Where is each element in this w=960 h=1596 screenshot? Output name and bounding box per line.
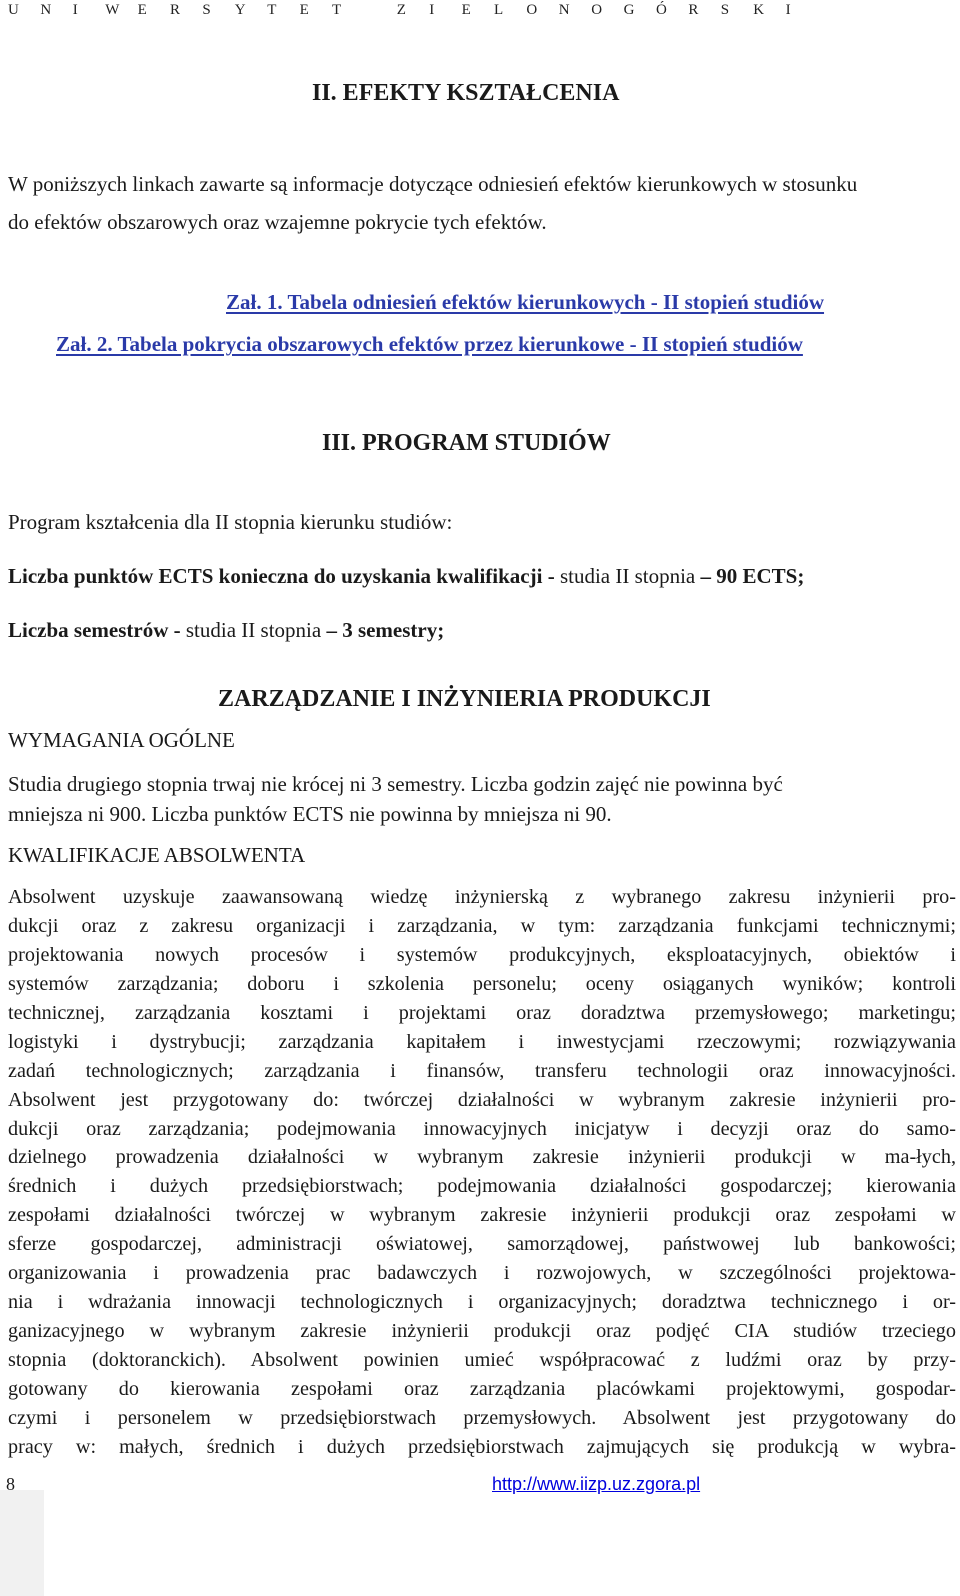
header-letter: Z <box>396 2 406 18</box>
header-letter: I <box>429 2 435 18</box>
intro-text-line-2: do efektów obszarowych oraz wzajemne pokrycie tych efektów. <box>8 210 547 234</box>
header-letter: O <box>526 2 538 18</box>
field-of-study-title: ZARZĄDZANIE I INŻYNIERIA PRODUKCJI <box>218 686 711 712</box>
semesters-value: – 3 semestry; <box>326 618 445 642</box>
ects-value: – 90 ECTS; <box>700 564 805 588</box>
section-title-study-program: III. PROGRAM STUDIÓW <box>322 430 611 456</box>
attachment-2-link[interactable]: Zał. 2. Tabela pokrycia obszarowych efektów przez kierunkowe - II stopień studiów <box>56 332 803 356</box>
header-letter: K <box>753 2 765 18</box>
header-letter: U <box>8 2 19 18</box>
header-letter: L <box>494 2 504 18</box>
header-letter: E <box>461 2 471 18</box>
qualifications-line: zadań technologicznych; zarządzania i finansów, transferu technologii oraz innowacyjności. <box>8 1059 956 1082</box>
qualifications-line: dukcji oraz z zakresu organizacji i zarządzania, w tym: zarządzania funkcjami technicznymi; <box>8 914 956 937</box>
semesters-requirement-line <box>8 618 444 643</box>
header-letter: E <box>299 2 309 18</box>
page-number: 8 <box>6 1474 15 1494</box>
header-letter: E <box>137 2 147 18</box>
header-letter: N <box>40 2 52 18</box>
header-letter: R <box>170 2 181 18</box>
header-letter: R <box>688 2 699 18</box>
general-requirements-heading: WYMAGANIA OGÓLNE <box>8 728 235 752</box>
header-letter: O <box>591 2 603 18</box>
graduate-qualifications-heading: KWALIFIKACJE ABSOLWENTA <box>8 843 306 867</box>
header-letter: I <box>785 2 791 18</box>
qualifications-line: stopnia (doktoranckich). Absolwent powinien umieć współpracować z ludźmi oraz by przy- <box>8 1349 956 1371</box>
header-letter: W <box>105 2 120 18</box>
graduate-qualifications-text <box>8 883 956 1462</box>
ects-label: Liczba punktów ECTS konieczna do uzyskania kwalifikacji - <box>8 564 560 588</box>
attachment-1-link[interactable]: Zał. 1. Tabela odniesień efektów kierunkowych - II stopień studiów <box>226 290 825 314</box>
requirements-line-1: Studia drugiego stopnia trwaj nie krócej ni 3 semestry. Liczba godzin zajęć nie powinna być <box>8 772 783 796</box>
qualifications-line: organizowania i prowadzenia prac badawczych i rozwojowych, w szczególności projektowa- <box>8 1262 956 1285</box>
header-letter: N <box>558 2 570 18</box>
semesters-level: studia II stopnia <box>185 618 327 642</box>
header-letter: T <box>332 2 342 18</box>
qualifications-line: projektowania nowych procesów i systemów produkcyjnych, eksploatacyjnych, obiektów i <box>8 943 956 966</box>
qualifications-line: zespołami działalności twórczej w wybranym zakresie inżynierii produkcji oraz zespołami w <box>8 1204 956 1227</box>
qualifications-line: Absolwent jest przygotowany do: twórczej działalności w wybranym zakresie inżynierii pro- <box>8 1088 956 1111</box>
header-letter: S <box>202 2 211 18</box>
qualifications-line: ganizacyjnego w wybranym zakresie inżynierii produkcji oraz podjęć CIA studiów trzeciego <box>8 1320 956 1343</box>
qualifications-line: systemów zarządzania; doboru i szkolenia personelu; oceny osiąganych wyników; kontroli <box>8 972 956 995</box>
qualifications-line: logistyki i dystrybucji; zarządzania kapitałem i inwestycjami rzeczowymi; rozwiązywania <box>8 1030 956 1053</box>
header-letter: Y <box>234 2 246 18</box>
intro-text-line-1: W poniższych linkach zawarte są informacje dotyczące odniesień efektów kierunkowych w stosunku <box>8 172 858 196</box>
section-title-learning-outcomes: II. EFEKTY KSZTAŁCENIA <box>312 80 620 106</box>
requirements-line-2: mniejsza ni 900. Liczba punktów ECTS nie powinna by mniejsza ni 90. <box>8 802 612 826</box>
footer-website-link[interactable]: http://www.iizp.uz.zgora.pl <box>492 1474 701 1494</box>
ects-level: studia II stopnia <box>559 564 701 588</box>
header-letter: S <box>720 2 730 18</box>
header-letter: G <box>623 2 635 18</box>
ects-requirement-line <box>8 564 804 589</box>
qualifications-line: średnich i dużych przedsiębiorstwach; podejmowania działalności gospodarczej; kierowania <box>8 1175 956 1198</box>
qualifications-line: czymi i personelem w przedsiębiorstwach przemysłowych. Absolwent jest przygotowany do <box>8 1406 956 1429</box>
qualifications-line: sferze gospodarczej, administracji oświatowej, samorządowej, państwowej lub bankowości; <box>8 1233 956 1256</box>
qualifications-line: nia i wdrażania innowacji technologicznych i organizacyjnych; doradztwa technicznego i or- <box>8 1291 956 1314</box>
qualifications-line: Absolwent uzyskuje zaawansowaną wiedzę inżynierską z wybranego zakresu inżynierii pro- <box>8 886 956 908</box>
header-letter: I <box>72 2 78 18</box>
footer-margin-bar <box>0 1490 44 1596</box>
qualifications-line: technicznej, zarządzania kosztami i projektami oraz doradztwa przemysłowego; marketingu; <box>8 1001 956 1024</box>
qualifications-line: gotowany do kierowania zespołami oraz zarządzania placówkami projektowymi, gospodar- <box>8 1377 956 1400</box>
qualifications-line: pracy w: małych, średnich i dużych przedsiębiorstwach zajmujących się produkcją w wybra- <box>8 1435 956 1458</box>
semesters-label: Liczba semestrów - <box>8 618 186 642</box>
header-letter: Ó <box>656 2 667 18</box>
qualifications-line: dukcji oraz zarządzania; podejmowania innowacyjnych inicjatyw i decyzji oraz do samo- <box>8 1117 956 1140</box>
header-letter: T <box>267 2 277 18</box>
qualifications-line: dzielnego prowadzenia działalności w wybranym zakresie inżynierii produkcji w ma-łych, <box>8 1146 956 1169</box>
program-intro-line: Program kształcenia dla II stopnia kierunku studiów: <box>8 510 453 534</box>
